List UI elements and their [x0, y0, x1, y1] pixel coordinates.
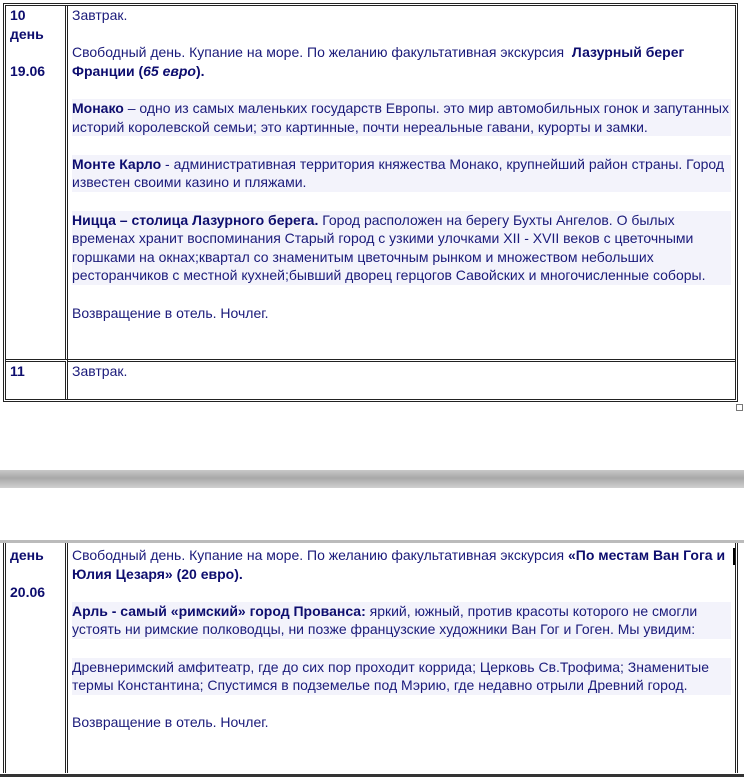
day-cell: [6, 6, 68, 359]
price-open: (: [138, 62, 144, 79]
day-date: 19.06: [10, 62, 46, 79]
itinerary-row-day-12: [6, 543, 735, 773]
day-word: день: [10, 25, 44, 42]
day-cell: [6, 543, 68, 773]
page-break-gap: [0, 470, 744, 488]
breakfast-line: Завтрак.: [72, 363, 128, 379]
arles-title: Арль - самый «римский» город Прованса:: [72, 602, 366, 619]
itinerary-table-page-2: [3, 543, 738, 773]
free-day-paragraph: [72, 43, 731, 80]
free-day-text: Свободный день. Купание на море. По желанию факультативная экскурсия: [72, 547, 569, 563]
price-close: ).: [195, 62, 205, 79]
program-cell[interactable]: [68, 543, 735, 773]
excursion-name: Лазурный берег Франции: [72, 44, 685, 79]
text-cursor: [733, 548, 735, 565]
free-day-paragraph: [72, 546, 731, 583]
nice-text: Город расположен на берегу Бухты Ангелов. О былых временах хранит воспоминания Старый город с узкими улочками XII - XVII веков с цветочными горшками на окнах;квартал со знаменитым цветочным рынком и множеством небольших ресторанчиков с местной кухней;бывший дворец герцогов Савойских и многочисленные соборы.: [72, 211, 706, 284]
itinerary-table-page-1: [3, 3, 738, 402]
nice-title: Ницца – столица Лазурного берега.: [72, 211, 319, 228]
table-bottom-border: [0, 774, 744, 777]
monaco-title: Монако: [72, 99, 124, 116]
sights-paragraph: Древнеримский амфитеатр, где до сих пор проходит коррида; Церковь Св.Трофима; Знаменитые термы Константина; Спустимся в подземелье под Мэрию, где недавно отрыли Древний город.: [72, 658, 731, 695]
day-number: 10: [10, 7, 26, 23]
return-line: Возвращение в отель. Ночлег.: [72, 714, 269, 731]
montecarlo-title: Монте Карло: [72, 155, 162, 172]
return-line: Возвращение в отель. Ночлег.: [72, 304, 269, 321]
day-cell: [6, 359, 68, 399]
free-day-text: Свободный день. Купание на море. По желанию факультативная экскурсия: [72, 44, 565, 61]
excursion-name: «По местам Ван Гога и Юлия Цезаря» (20 евро).: [72, 547, 726, 582]
itinerary-row-day-11: [6, 359, 735, 399]
monaco-text: – одно из самых маленьких государств Европы. это мир автомобильных гонок и запутанных историй королевской семьи; это картинные, почти нереальные гавани, курорты и замки.: [72, 99, 729, 135]
montecarlo-text: - административная территория княжества Монако, крупнейший район страны. Город известен своими казино и пляжами.: [72, 155, 725, 191]
arles-text: яркий, южный, против красоты которого не смогли устоять ни римские полководцы, ни позже французские художники Ван Гог и Гоген. Мы увидим:: [72, 602, 698, 638]
arles-paragraph: [72, 602, 731, 639]
day-date: 20.06: [10, 584, 46, 601]
program-cell[interactable]: [68, 359, 735, 399]
table-resize-handle[interactable]: [736, 404, 743, 411]
document-page-2: [0, 488, 744, 779]
day-word: день: [10, 547, 44, 563]
day-number: 11: [10, 363, 25, 379]
breakfast-line: Завтрак.: [72, 7, 128, 23]
program-cell[interactable]: [68, 6, 735, 359]
monaco-paragraph: [72, 99, 731, 136]
excursion-price: 65 евро: [143, 62, 196, 79]
itinerary-row-day-10: [6, 6, 735, 359]
nice-paragraph: [72, 211, 731, 285]
montecarlo-paragraph: [72, 155, 731, 192]
